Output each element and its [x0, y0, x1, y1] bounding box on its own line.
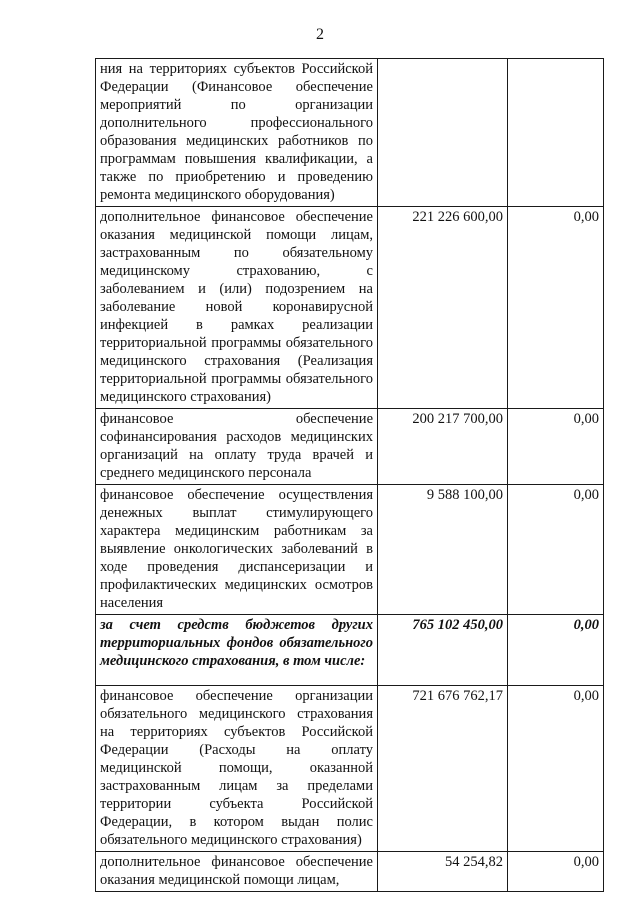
row-amount	[378, 59, 508, 207]
table-row	[96, 852, 604, 892]
table-row	[96, 59, 604, 207]
table-row-subtotal	[96, 615, 604, 686]
row-value	[508, 59, 604, 207]
row-description: дополнительное финансовое обеспечение оказания медицинской помощи лицам, застрахованным по обязательному медицинскому страхованию, с заболеванием и (или) подозрением на заболевание новой коронавирусной инфекцией в рамках реализации территориальной программы обязательного медицинского страхования (Реализация территориальной программы обязательного медицинского страхования)	[96, 207, 378, 409]
row-amount: 9 588 100,00	[378, 485, 508, 615]
row-value: 0,00	[508, 686, 604, 852]
page-number: 2	[316, 26, 324, 43]
row-value: 0,00	[508, 615, 604, 686]
row-amount: 721 676 762,17	[378, 686, 508, 852]
row-value: 0,00	[508, 207, 604, 409]
row-amount: 200 217 700,00	[378, 409, 508, 485]
row-amount: 765 102 450,00	[378, 615, 508, 686]
table-row	[96, 686, 604, 852]
row-value: 0,00	[508, 852, 604, 892]
row-amount: 54 254,82	[378, 852, 508, 892]
row-description: за счет средств бюджетов других территориальных фондов обязательного медицинского страхования, в том числе:	[96, 615, 378, 686]
table-row	[96, 409, 604, 485]
table-row	[96, 207, 604, 409]
table-row	[96, 485, 604, 615]
budget-table	[95, 58, 604, 892]
row-value: 0,00	[508, 485, 604, 615]
row-value: 0,00	[508, 409, 604, 485]
row-description: ния на территориях субъектов Российской Федерации (Финансовое обеспечение мероприятий по организации дополнительного профессионального образования медицинских работников по программам повышения квалификации, а также по приобретению и проведению ремонта медицинского оборудования)	[96, 59, 378, 207]
row-description: финансовое обеспечение софинансирования расходов медицинских организаций на оплату труда врачей и среднего медицинского персонала	[96, 409, 378, 485]
row-description: дополнительное финансовое обеспечение оказания медицинской помощи лицам,	[96, 852, 378, 892]
row-amount: 221 226 600,00	[378, 207, 508, 409]
row-description: финансовое обеспечение организации обязательного медицинского страхования на территориях субъектов Российской Федерации (Расходы на оплату медицинской помощи, оказанной застрахованным лицам за пределами территории субъекта Российской Федерации, в котором выдан полис обязательного медицинского страхования)	[96, 686, 378, 852]
row-description: финансовое обеспечение осуществления денежных выплат стимулирующего характера медицинским работникам за выявление онкологических заболеваний в ходе проведения диспансеризации и профилактических медицинских осмотров населения	[96, 485, 378, 615]
